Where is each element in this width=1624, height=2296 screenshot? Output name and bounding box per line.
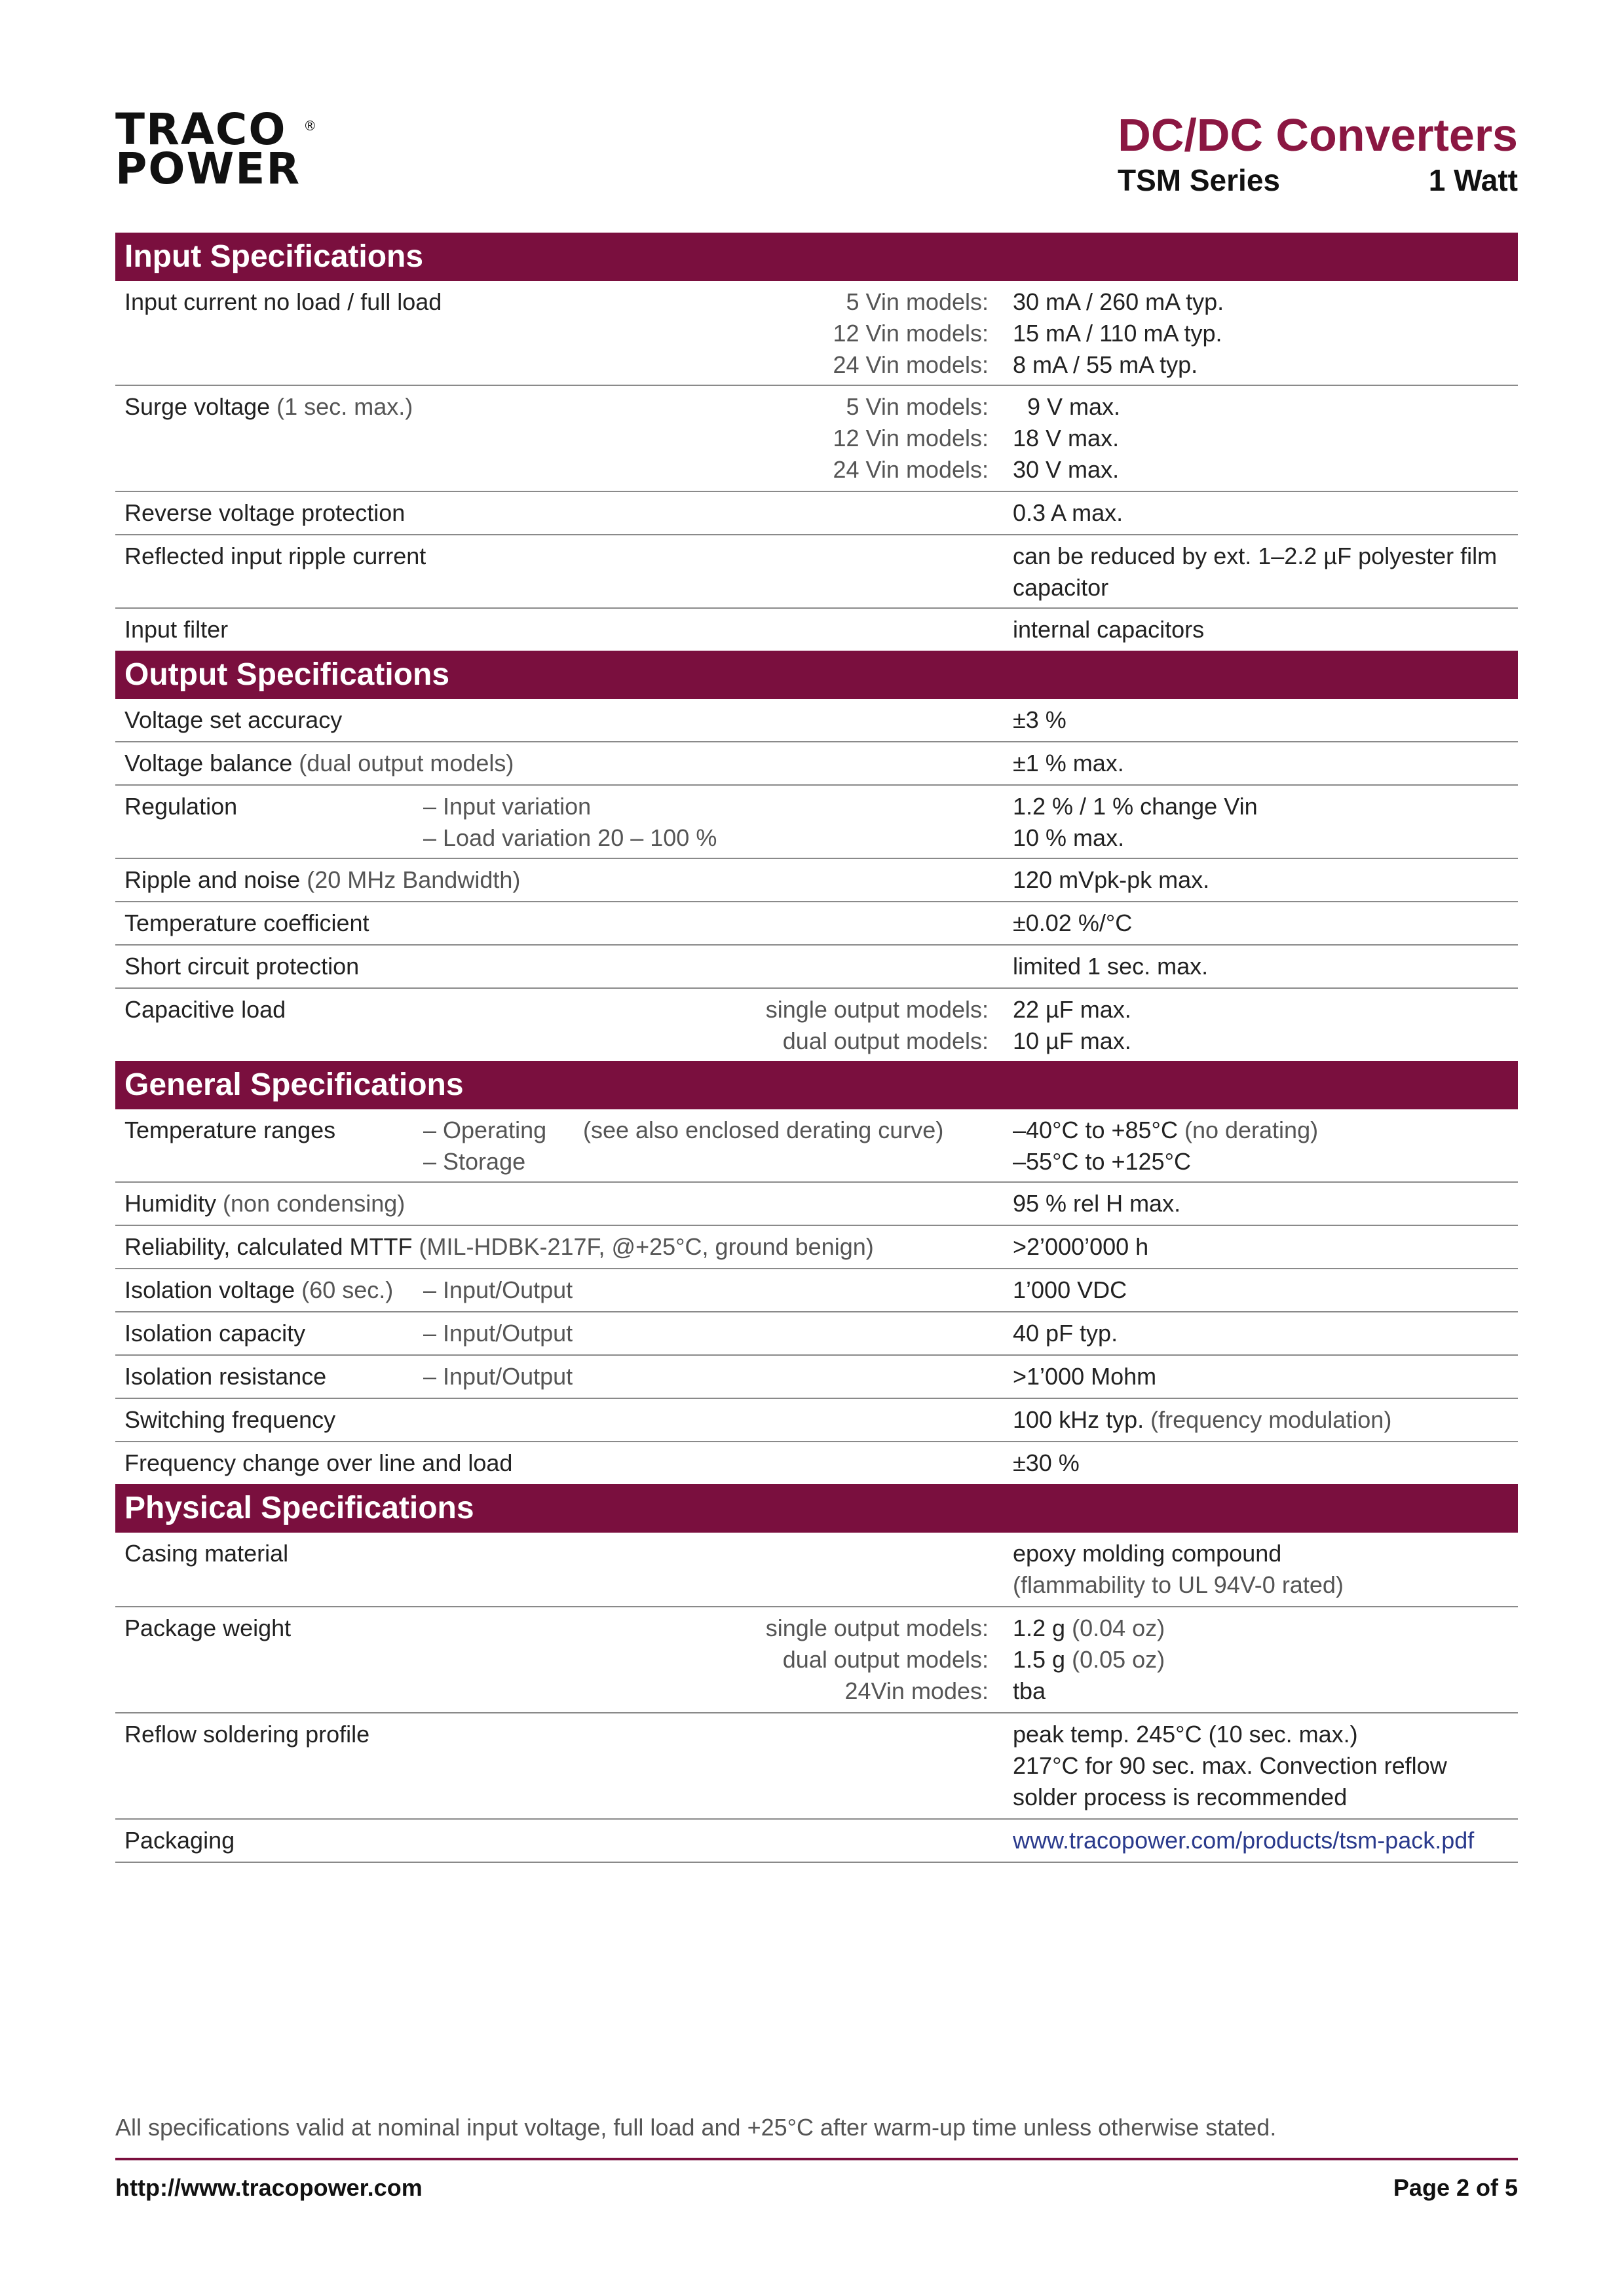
spec-value: >1’000 Mohm [1013,1363,1157,1390]
label-text: Voltage balance [124,750,293,776]
value-text: 1.5 g [1013,1646,1066,1673]
spec-row-package-weight [115,1607,1518,1713]
spec-label [124,1231,874,1263]
registered-mark: ® [303,118,318,134]
page-number: Page 2 of 5 [1393,2174,1518,2201]
label-note: (60 sec.) [301,1276,394,1303]
spec-row-temp-coefficient [115,902,1518,946]
spec-row-isolation-resistance [115,1356,1518,1399]
section-header-general: General Specifications [115,1061,1518,1109]
spec-condition [833,391,989,486]
spec-row-frequency-change [115,1442,1518,1484]
value-line: capacitor [1013,574,1109,601]
value-line: 18 V max. [1013,425,1120,451]
spec-row-reflected-ripple [115,535,1518,609]
label-note: (non condensing) [223,1190,406,1217]
spec-value: >2’000’000 h [1013,1233,1149,1260]
condition-line: dual output models: [782,1027,989,1054]
condition-line: 12 Vin models: [833,425,989,451]
section-header-physical: Physical Specifications [115,1484,1518,1533]
condition-line: 5 Vin models: [846,288,989,315]
spec-label: Voltage set accuracy [124,706,343,733]
spec-label: Reverse voltage protection [124,499,406,526]
spec-row-packaging [115,1820,1518,1863]
sub-line: – Load variation 20 – 100 % [423,824,717,851]
spec-value: 95 % rel H max. [1013,1190,1181,1217]
spec-sub-note: (see also enclosed derating curve) [583,1117,944,1143]
spec-sub-condition [423,1115,546,1177]
value-note: (no derating) [1184,1117,1319,1143]
spec-condition [766,994,989,1057]
spec-value [1013,1825,1511,1856]
spec-value [1013,286,1511,381]
spec-value [1013,1719,1511,1813]
value-line: can be reduced by ext. 1–2.2 µF polyester film [1013,543,1498,569]
spec-row-short-circuit [115,946,1518,989]
spec-label [124,864,520,896]
section-header-input: Input Specifications [115,233,1518,281]
value-text: 1.2 g [1013,1615,1066,1641]
value-note: (flammability to UL 94V-0 rated) [1013,1571,1344,1598]
specification-tables [115,233,1518,1863]
spec-label: Frequency change over line and load [124,1449,513,1476]
condition-line: 12 Vin models: [833,320,989,347]
sub-line: – Operating [423,1117,547,1143]
value-line: 9 V max. [1027,393,1121,420]
value-line [1013,1613,1511,1644]
value-note: (0.04 oz) [1072,1615,1165,1641]
spec-value [1013,391,1511,486]
label-text: Isolation voltage [124,1276,295,1303]
spec-sub-condition: – Input/Output [423,1363,573,1390]
section-header-output: Output Specifications [115,651,1518,699]
spec-row-isolation-voltage [115,1269,1518,1312]
value-line [1013,1115,1511,1146]
label-text: Reliability, calculated MTTF [124,1233,413,1260]
spec-label: Package weight [124,1615,292,1641]
spec-condition [766,1613,989,1707]
label-note: (20 MHz Bandwidth) [307,866,521,893]
label-note: (MIL-HDBK-217F, @+25°C, ground benign) [419,1233,874,1260]
spec-row-ripple-noise [115,859,1518,902]
spec-value: internal capacitors [1013,616,1205,643]
value-text: –40°C to +85°C [1013,1117,1178,1143]
spec-row-input-current [115,281,1518,386]
value-line: 30 mA / 260 mA typ. [1013,288,1224,315]
spec-label: Regulation [124,793,238,820]
spec-label: Input current no load / full load [124,288,442,315]
sub-line: – Storage [423,1148,526,1175]
spec-label [124,1274,393,1306]
spec-row-humidity [115,1183,1518,1226]
spec-label: Reflected input ripple current [124,543,426,569]
spec-row-voltage-balance [115,742,1518,786]
spec-value [1013,1115,1511,1177]
packaging-link[interactable]: www.tracopower.com/products/tsm-pack.pdf [1013,1827,1475,1854]
spec-value [1013,994,1511,1057]
value-line: 30 V max. [1013,456,1120,483]
spec-label: Casing material [124,1540,289,1567]
spec-row-reverse-voltage [115,492,1518,535]
spec-row-regulation [115,786,1518,859]
spec-sub-condition: – Input/Output [423,1276,573,1303]
spec-value [1013,1538,1511,1601]
value-line: peak temp. 245°C (10 sec. max.) [1013,1721,1358,1748]
footer-website-link[interactable]: http://www.tracopower.com [115,2174,423,2201]
sub-line: – Input variation [423,793,592,820]
spec-value: ±3 % [1013,706,1067,733]
spec-label: Switching frequency [124,1406,336,1433]
spec-row-temperature-ranges [115,1109,1518,1183]
spec-row-surge-voltage [115,386,1518,492]
condition-line: single output models: [765,996,989,1023]
spec-label: Input filter [124,616,229,643]
value-line: 1.2 % / 1 % change Vin [1013,793,1258,820]
spec-condition [833,286,989,381]
condition-line: 24 Vin models: [833,456,989,483]
logo-line-2: POWER [115,144,301,194]
value-line: –55°C to +125°C [1013,1148,1191,1175]
value-line [1013,1644,1511,1675]
spec-value: ±1 % max. [1013,750,1124,776]
series-name: TSM Series [1118,163,1280,197]
value-text: 100 kHz typ. [1013,1406,1144,1433]
spec-value [1013,1404,1511,1436]
spec-row-capacitive-load [115,989,1518,1061]
spec-value: 0.3 A max. [1013,499,1124,526]
value-line: solder process is recommended [1013,1784,1348,1810]
condition-line: 5 Vin models: [846,393,989,420]
spec-row-casing-material [115,1533,1518,1607]
logo-line-1: TRACO [115,104,287,155]
spec-label [124,748,514,779]
spec-row-isolation-capacity [115,1312,1518,1356]
value-line: tba [1013,1677,1046,1704]
spec-label [124,1188,405,1219]
value-line: 217°C for 90 sec. max. Convection reflow [1013,1752,1447,1779]
condition-line: 24 Vin models: [833,351,989,378]
spec-value: limited 1 sec. max. [1013,953,1209,980]
spec-value [1013,1613,1511,1707]
label-text: Humidity [124,1190,217,1217]
spec-sub-condition [423,791,717,854]
value-line: 8 mA / 55 mA typ. [1013,351,1198,378]
spec-row-reflow-soldering [115,1713,1518,1820]
spec-value: ±0.02 %/°C [1013,909,1133,936]
value-line: 15 mA / 110 mA typ. [1013,320,1222,347]
document-title: DC/DC Converters [1118,109,1518,161]
value-line: epoxy molding compound [1013,1540,1282,1567]
spec-row-voltage-accuracy [115,699,1518,742]
condition-line: dual output models: [782,1646,989,1673]
spec-row-reliability [115,1226,1518,1269]
spec-label: Isolation capacity [124,1320,306,1347]
label-note: (1 sec. max.) [276,393,413,420]
spec-label: Capacitive load [124,996,286,1023]
spec-sub-condition: – Input/Output [423,1320,573,1347]
footer-note: All specifications valid at nominal input voltage, full load and +25°C after warm-up time unless otherwise stated. [115,2114,1277,2141]
value-line: 10 µF max. [1013,1027,1131,1054]
value-line: 10 % max. [1013,824,1125,851]
spec-row-switching-frequency [115,1399,1518,1442]
spec-label: Temperature coefficient [124,909,369,936]
label-text: Ripple and noise [124,866,301,893]
spec-row-input-filter [115,609,1518,651]
label-note: (dual output models) [299,750,514,776]
spec-label: Reflow soldering profile [124,1721,370,1748]
spec-value: 120 mVpk-pk max. [1013,866,1210,893]
spec-value: 40 pF typ. [1013,1320,1118,1347]
power-rating: 1 Watt [1428,163,1518,197]
footer-divider [115,2158,1518,2160]
spec-label: Isolation resistance [124,1363,327,1390]
label-text: Surge voltage [124,393,271,420]
company-logo [115,104,318,194]
spec-value [1013,791,1511,854]
spec-label: Temperature ranges [124,1117,336,1143]
spec-label: Short circuit protection [124,953,360,980]
condition-line: 24Vin modes: [844,1677,989,1704]
spec-value: ±30 % [1013,1449,1080,1476]
value-note: (0.05 oz) [1072,1646,1165,1673]
spec-label [124,391,413,423]
spec-value: 1’000 VDC [1013,1276,1127,1303]
spec-label: Packaging [124,1827,235,1854]
value-note: (frequency modulation) [1150,1406,1392,1433]
condition-line: single output models: [765,1615,989,1641]
spec-value [1013,541,1511,603]
value-line: 22 µF max. [1013,996,1131,1023]
